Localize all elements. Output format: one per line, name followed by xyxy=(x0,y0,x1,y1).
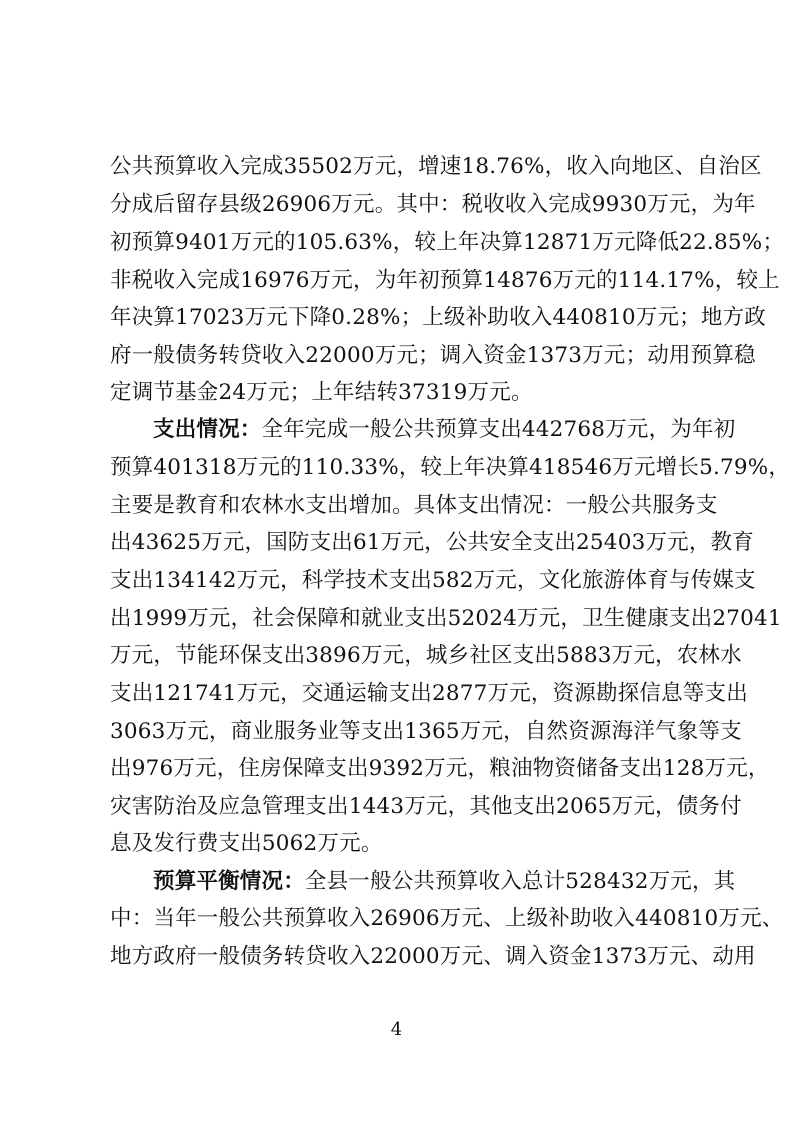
text-line: 3063万元，商业服务业等支出1365万元，自然资源海洋气象等支 xyxy=(110,719,742,744)
text-line: 出976万元，住房保障支出9392万元，粮油物资储备支出128万元， xyxy=(110,756,770,781)
text-line: 出43625万元，国防支出61万元，公共安全支出25403万元，教育 xyxy=(110,530,754,555)
text-line: 支出121741万元，交通运输支出2877万元，资源勘探信息等支出 xyxy=(110,681,748,706)
text-line: 分成后留存县级26906万元。其中：税收收入完成9930万元，为年 xyxy=(110,192,756,217)
text-line: 府一般债务转贷收入22000万元；调入资金1373万元；动用预算稳 xyxy=(110,343,756,368)
text-line: 初预算9401万元的105.63%，较上年决算12871万元降低22.85%； xyxy=(110,230,785,255)
section-heading-budget-balance: 预算平衡情况： xyxy=(153,869,305,894)
section-heading-expenditure: 支出情况： xyxy=(153,417,262,442)
text-line: 支出134142万元，科学技术支出582万元，文化旅游体育与传媒支 xyxy=(110,568,756,593)
text-line: 地方政府一般债务转贷收入22000万元、调入资金1373万元、动用 xyxy=(110,944,756,969)
text-line: 万元，节能环保支出3896万元，城乡社区支出5883万元，农林水 xyxy=(110,643,742,668)
text-line: 定调节基金24万元；上年结转37319万元。 xyxy=(110,380,533,405)
text-line: 年决算17023万元下降0.28%；上级补助收入440810万元；地方政 xyxy=(110,305,766,330)
text-line: 中：当年一般公共预算收入26906万元、上级补助收入440810万元、 xyxy=(110,906,784,931)
text-line: 预算401318万元的110.33%，较上年决算418546万元增长5.79%， xyxy=(110,455,791,480)
text-line: 非税收入完成16976万元，为年初预算14876万元的114.17%，较上 xyxy=(110,268,780,293)
text-line: 主要是教育和农林水支出增加。具体支出情况：一般公共服务支 xyxy=(110,493,718,518)
page-number: 4 xyxy=(390,1019,403,1040)
text-line: 公共预算收入完成35502万元，增速18.76%，收入向地区、自治区 xyxy=(110,154,762,179)
paragraph-balance-first-line: 预算平衡情况：全县一般公共预算收入总计528432万元，其 xyxy=(153,869,736,894)
paragraph-expenditure-first-line: 支出情况：全年完成一般公共预算支出442768万元，为年初 xyxy=(153,417,736,442)
text-line: 息及发行费支出5062万元。 xyxy=(110,831,383,856)
text-line: 灾害防治及应急管理支出1443万元，其他支出2065万元，债务付 xyxy=(110,794,742,819)
text-line: 出1999万元，社会保障和就业支出52024万元，卫生健康支出27041 xyxy=(110,606,782,631)
